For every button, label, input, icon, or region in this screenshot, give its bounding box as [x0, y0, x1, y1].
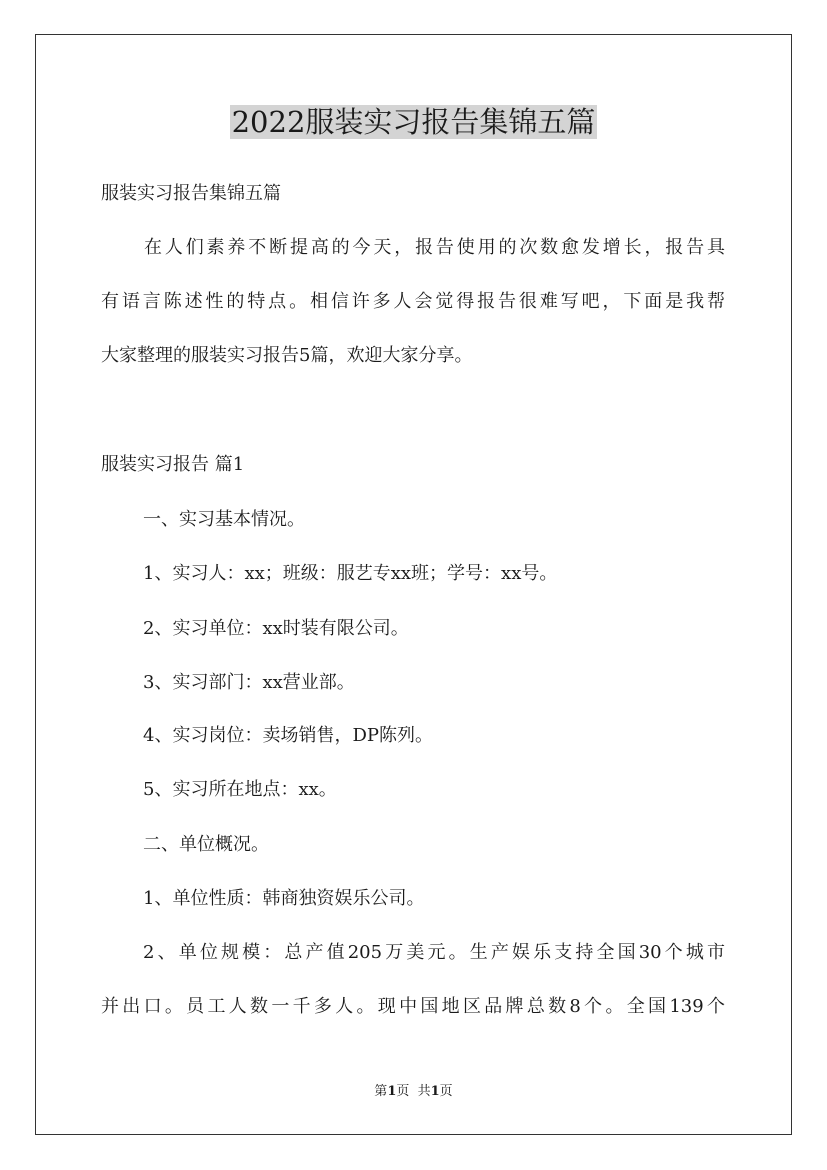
list-item: 5、实习所在地点：xx。: [143, 779, 337, 800]
list-item: 1、实习人：xx；班级：服艺专xx班；学号：xx号。: [143, 563, 558, 584]
intro-line-1: 在人们素养不断提高的今天，报告使用的次数愈发增长，报告具: [144, 237, 725, 258]
footer-page-prefix: 第: [374, 1084, 388, 1099]
paragraph-continuation: 并出口。员工人数一千多人。现中国地区品牌总数8个。全国139个: [101, 996, 725, 1017]
footer-total-pages: 1: [430, 1084, 440, 1099]
list-item: 1、单位性质：韩商独资娱乐公司。: [143, 888, 425, 909]
list-item: 4、实习岗位：卖场销售，DP陈列。: [143, 725, 433, 746]
list-item: 一、实习基本情况。: [143, 509, 305, 530]
intro-line-3: 大家整理的服装实习报告5篇，欢迎大家分享。: [101, 345, 473, 366]
document-subtitle: 服装实习报告集锦五篇: [101, 183, 281, 204]
list-item: 2、实习单位：xx时装有限公司。: [143, 618, 409, 639]
document-title: [0, 102, 827, 142]
document-title-text: 2022服装实习报告集锦五篇: [231, 105, 596, 139]
intro-line-2: 有语言陈述性的特点。相信许多人会觉得报告很难写吧，下面是我帮: [101, 291, 725, 312]
section-heading: 服装实习报告 篇1: [101, 454, 245, 475]
list-item: 2、单位规模：总产值205万美元。生产娱乐支持全国30个城市: [143, 942, 725, 963]
footer-page-mid: 页 共: [396, 1084, 431, 1099]
list-item: 二、单位概况。: [143, 834, 269, 855]
footer-page-number: 1: [387, 1084, 397, 1099]
footer-page-suffix: 页: [439, 1084, 453, 1099]
list-item: 3、实习部门：xx营业部。: [143, 672, 355, 693]
page-footer: [0, 1083, 827, 1101]
